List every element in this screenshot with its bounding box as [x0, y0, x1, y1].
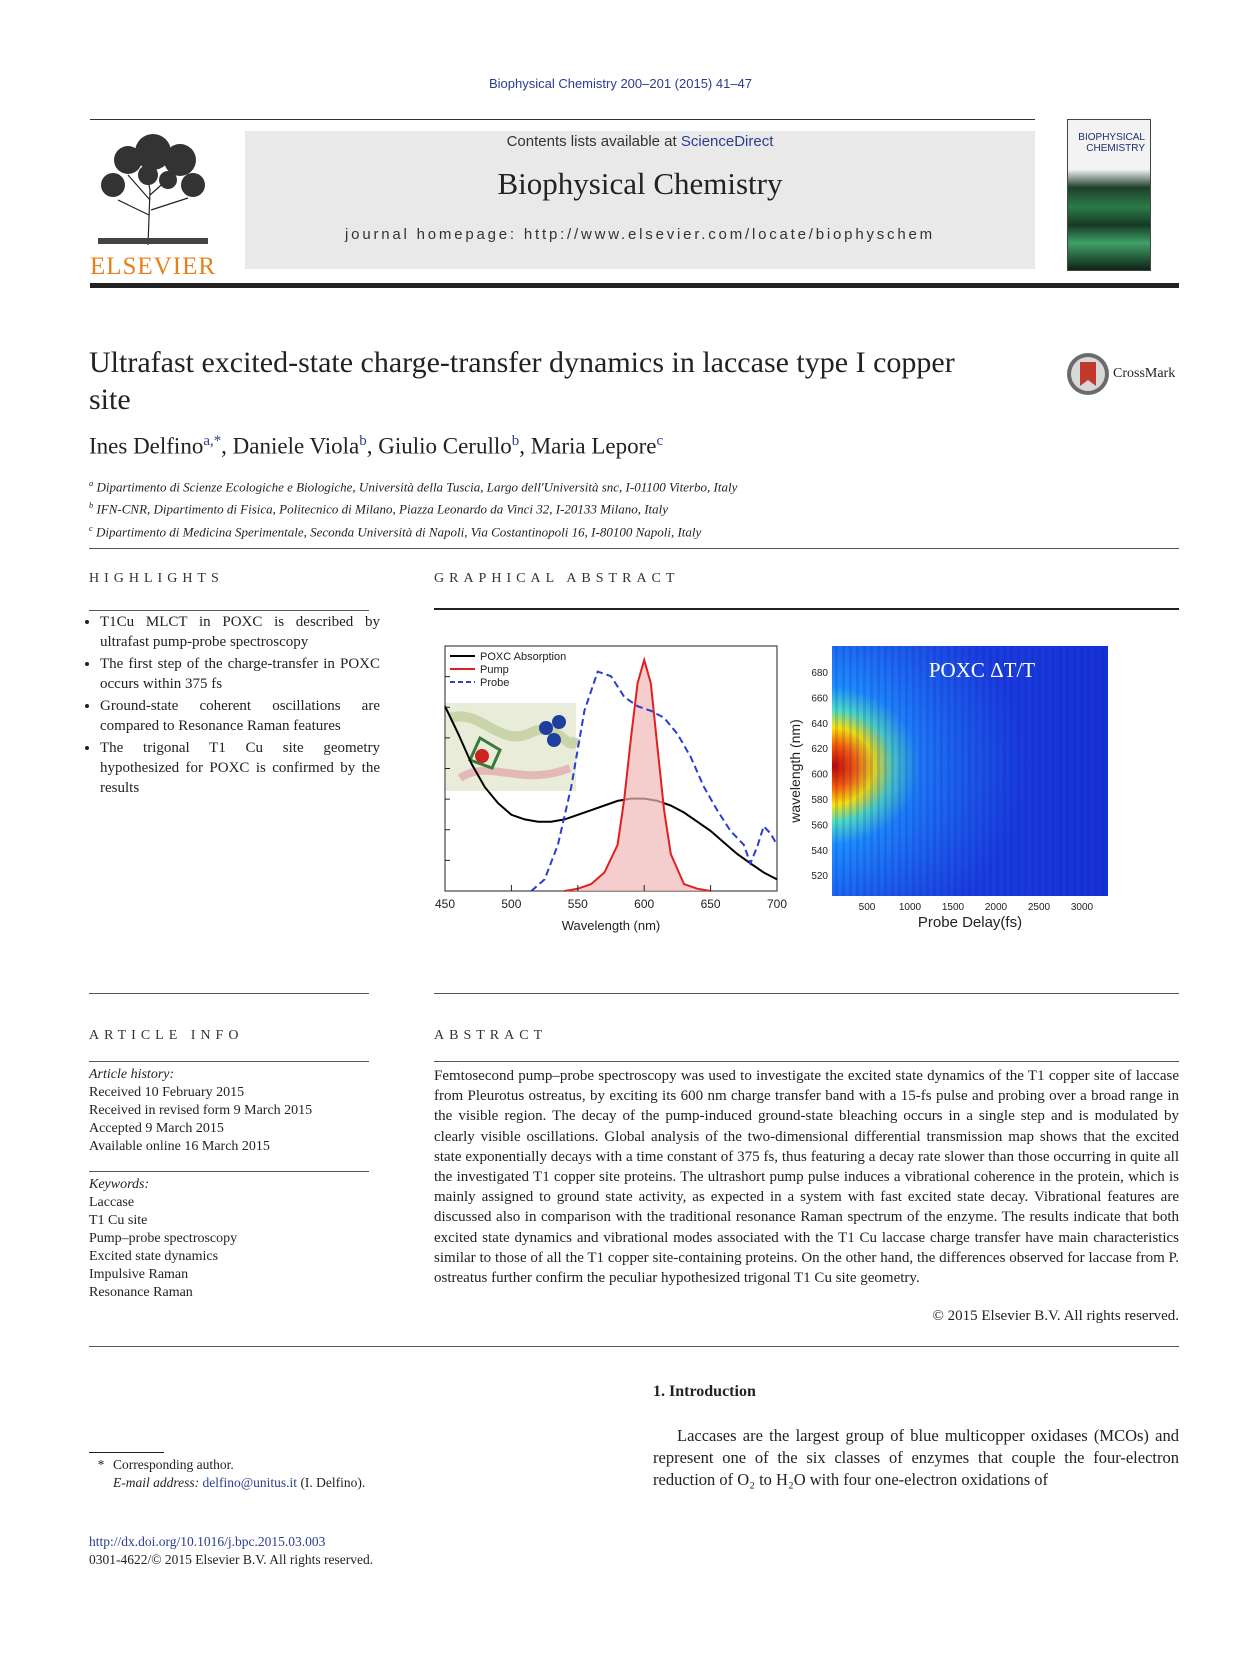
- article-info-heading: ARTICLE INFO: [89, 1028, 244, 1043]
- crossmark-badge[interactable]: [1066, 352, 1186, 396]
- heatmap-x-tick-label: 2500: [1027, 902, 1051, 913]
- keyword: Impulsive Raman: [89, 1267, 189, 1282]
- history-item: Accepted 9 March 2015: [89, 1121, 224, 1136]
- author-name: Giulio Cerullo: [378, 433, 512, 459]
- heatmap-x-tick-label: 500: [858, 902, 876, 913]
- legend-label: Probe: [480, 677, 510, 689]
- keyword: Resonance Raman: [89, 1285, 193, 1300]
- keyword: Excited state dynamics: [89, 1249, 219, 1264]
- journal-banner: [245, 131, 1035, 269]
- affiliations: [89, 474, 737, 541]
- highlight-item: • The trigonal T1 Cu site geometry hypothesized for POXC is confirmed by the results: [100, 738, 380, 798]
- author-sup[interactable]: c: [656, 433, 664, 449]
- heatmap-ylabel: wavelength (nm): [787, 719, 803, 823]
- crossmark-label: CrossMark: [1113, 366, 1176, 381]
- corresponding-footnote: * Corresponding author. E-mail address: delfino@unitus.it (I. Delfino).: [97, 1457, 366, 1490]
- citation[interactable]: Biophysical Chemistry 200–201 (2015) 41–47: [488, 76, 753, 91]
- journal-homepage[interactable]: journal homepage: http://www.elsevier.com/locate/biophyschem: [345, 226, 935, 243]
- protein-inset: [446, 703, 576, 791]
- x-tick-label: 600: [634, 897, 655, 911]
- heatmap-y-tick-label: 520: [811, 871, 828, 883]
- author-sup[interactable]: a,*: [203, 433, 222, 449]
- abstract-text: Femtosecond pump–probe spectroscopy was used to investigate the excited state dynamics of the T1 copper site of laccase from Pleurotus ostreatus, by exciting its 600 nm charge transfer band with a 15-fs pulse and probing over a broad range in the visible region. The decay of the pump-induced ground-state bleaching occurs in a single step and is modulated by clearly visible oscillations. Global analysis of the two-dimensional differential transmission map shows that the excited state exponentially decays with a time constant of 375 fs, thus featuring a decay rate slower than those occurring in quite all the investigated T1 copper site proteins. The ultrashort pump pulse induces a vibrational coherence in the protein, which is mainly assigned to ground state activity, as expected in a system with fast excited state decay. Vibrational features are discussed also in comparison with the traditional resonance Raman spectrum of the enzyme. The results indicate that both excited state dynamics and vibrational modes associated with the T1 Cu laccase charge transfer have main characteristics similar to those of all the T1 copper site-containing proteins. On the other hand, the differences observed for laccase from P. ostreatus further confirm the peculiar hypothesized trigonal T1 Cu site geometry.: [434, 1068, 1179, 1287]
- author-name: Daniele Viola: [232, 433, 360, 459]
- heatmap-x-tick-label: 2000: [984, 902, 1008, 913]
- affiliation: $^b$ IFN-CNR, Dipartimento di Fisica, Politecnico di Milano, Piazza Leonardo da Vinci 32, I-20133 Milano, Italy: [89, 500, 669, 517]
- crossmark-icon: [1066, 352, 1110, 396]
- introduction-heading: 1. Introduction: [653, 1383, 756, 1400]
- legend-label: Pump: [480, 664, 509, 676]
- heatmap-y-tick-label: 560: [811, 820, 828, 832]
- heatmap-chart: [786, 638, 1116, 938]
- highlight-item: • Ground-state coherent oscillations are compared to Resonance Raman features: [100, 696, 380, 736]
- sciencedirect-link[interactable]: ScienceDirect: [680, 133, 774, 150]
- email-link[interactable]: delfino@unitus.it: [202, 1475, 298, 1490]
- absorption-chart: [430, 638, 790, 938]
- heatmap-title: POXC ΔT/T: [928, 658, 1036, 682]
- heatmap-y-tick-label: 680: [811, 668, 828, 679]
- x-tick-label: 650: [700, 897, 721, 911]
- heatmap-y-tick-label: 540: [811, 845, 828, 857]
- journal-title: Biophysical Chemistry: [497, 166, 783, 201]
- doi-link[interactable]: http://dx.doi.org/10.1016/j.bpc.2015.03.003: [89, 1534, 326, 1549]
- x-tick-label: 700: [766, 897, 788, 911]
- heatmap-y-tick-label: 660: [811, 693, 828, 705]
- highlight-item: • T1Cu MLCT in POXC is described by ultrafast pump-probe spectroscopy: [100, 612, 380, 652]
- keyword: Pump–probe spectroscopy: [89, 1231, 238, 1246]
- author-name: Ines Delfino: [89, 433, 204, 459]
- graphical-abstract-heading: GRAPHICAL ABSTRACT: [434, 571, 680, 586]
- authors: Ines Delfino$^{a,*}$, Daniele Viola$^b$, Giulio Cerullo$^b$, Maria Lepore$^c$: [89, 433, 664, 459]
- chart-xlabel: Wavelength (nm): [561, 918, 661, 933]
- introduction-text: Laccases are the largest group of blue multicopper oxidases (MCOs) and represent one of the six classes of enzymes that couple the four-electron reduction of O₂ to H₂O with four one-electron oxidations of: [653, 1426, 1179, 1489]
- heatmap-x-tick-label: 3000: [1070, 902, 1094, 913]
- heatmap-y-tick-label: 580: [811, 795, 828, 806]
- journal-cover: [1067, 119, 1151, 271]
- elsevier-tree-icon: [88, 130, 218, 250]
- keyword: Laccase: [89, 1195, 135, 1210]
- highlights-list: [89, 612, 380, 800]
- affiliation: $^c$ Dipartimento di Medicina Sperimentale, Seconda Università di Napoli, Via Costantinopoli 16, I-80100 Napoli, Italy: [89, 522, 702, 539]
- x-tick-label: 500: [501, 897, 522, 911]
- legend-label: POXC Absorption: [480, 651, 567, 663]
- author-sup[interactable]: b: [359, 433, 367, 449]
- author-name: Maria Lepore: [530, 433, 657, 459]
- cover-title: BIOPHYSICAL CHEMISTRY: [1078, 132, 1145, 154]
- heatmap-y-tick-label: 620: [811, 744, 828, 756]
- article-history: Article history: Received 10 February 2015 Received in revised form 9 March 2015 Accepted 9 March 2015 Available online 16 March 2015: [89, 1067, 313, 1154]
- abstract-copyright: © 2015 Elsevier B.V. All rights reserved.: [932, 1308, 1179, 1324]
- heatmap-y-tick-label: 600: [811, 769, 828, 781]
- abstract-heading: ABSTRACT: [434, 1028, 548, 1043]
- contents-line: Contents lists available at ScienceDirect: [506, 133, 774, 150]
- article-title: Ultrafast excited-state charge-transfer dynamics in laccase type I copper site: [89, 346, 955, 416]
- keyword: T1 Cu site: [89, 1213, 148, 1228]
- history-item: Available online 16 March 2015: [89, 1139, 270, 1154]
- history-item: Received in revised form 9 March 2015: [89, 1103, 313, 1118]
- x-tick-label: 450: [434, 897, 456, 911]
- keywords: Keywords: Laccase T1 Cu site Pump–probe spectroscopy Excited state dynamics Impulsive Raman Resonance Raman: [89, 1177, 238, 1300]
- footer: [89, 1533, 373, 1569]
- heatmap-x-tick-label: 1000: [898, 902, 922, 913]
- heatmap-x-tick-label: 1500: [941, 902, 965, 913]
- issn: 0301-4622/© 2015 Elsevier B.V. All rights reserved.: [89, 1552, 374, 1567]
- highlights-heading: HIGHLIGHTS: [89, 571, 224, 586]
- highlight-item: • The first step of the charge-transfer in POXC occurs within 375 fs: [100, 654, 380, 694]
- heatmap-xlabel: Probe Delay(fs): [917, 914, 1023, 931]
- author-sup[interactable]: b: [511, 433, 520, 449]
- affiliation: $^a$ Dipartimento di Scienze Ecologiche e Biologiche, Università della Tuscia, Largo dell'Università snc, I-01100 Viterbo, Italy: [89, 478, 738, 495]
- heatmap-y-tick-label: 640: [811, 718, 828, 730]
- history-item: Received 10 February 2015: [89, 1085, 245, 1100]
- elsevier-wordmark: ELSEVIER: [89, 253, 217, 280]
- elsevier-logo: [88, 130, 218, 280]
- x-tick-label: 550: [567, 897, 588, 911]
